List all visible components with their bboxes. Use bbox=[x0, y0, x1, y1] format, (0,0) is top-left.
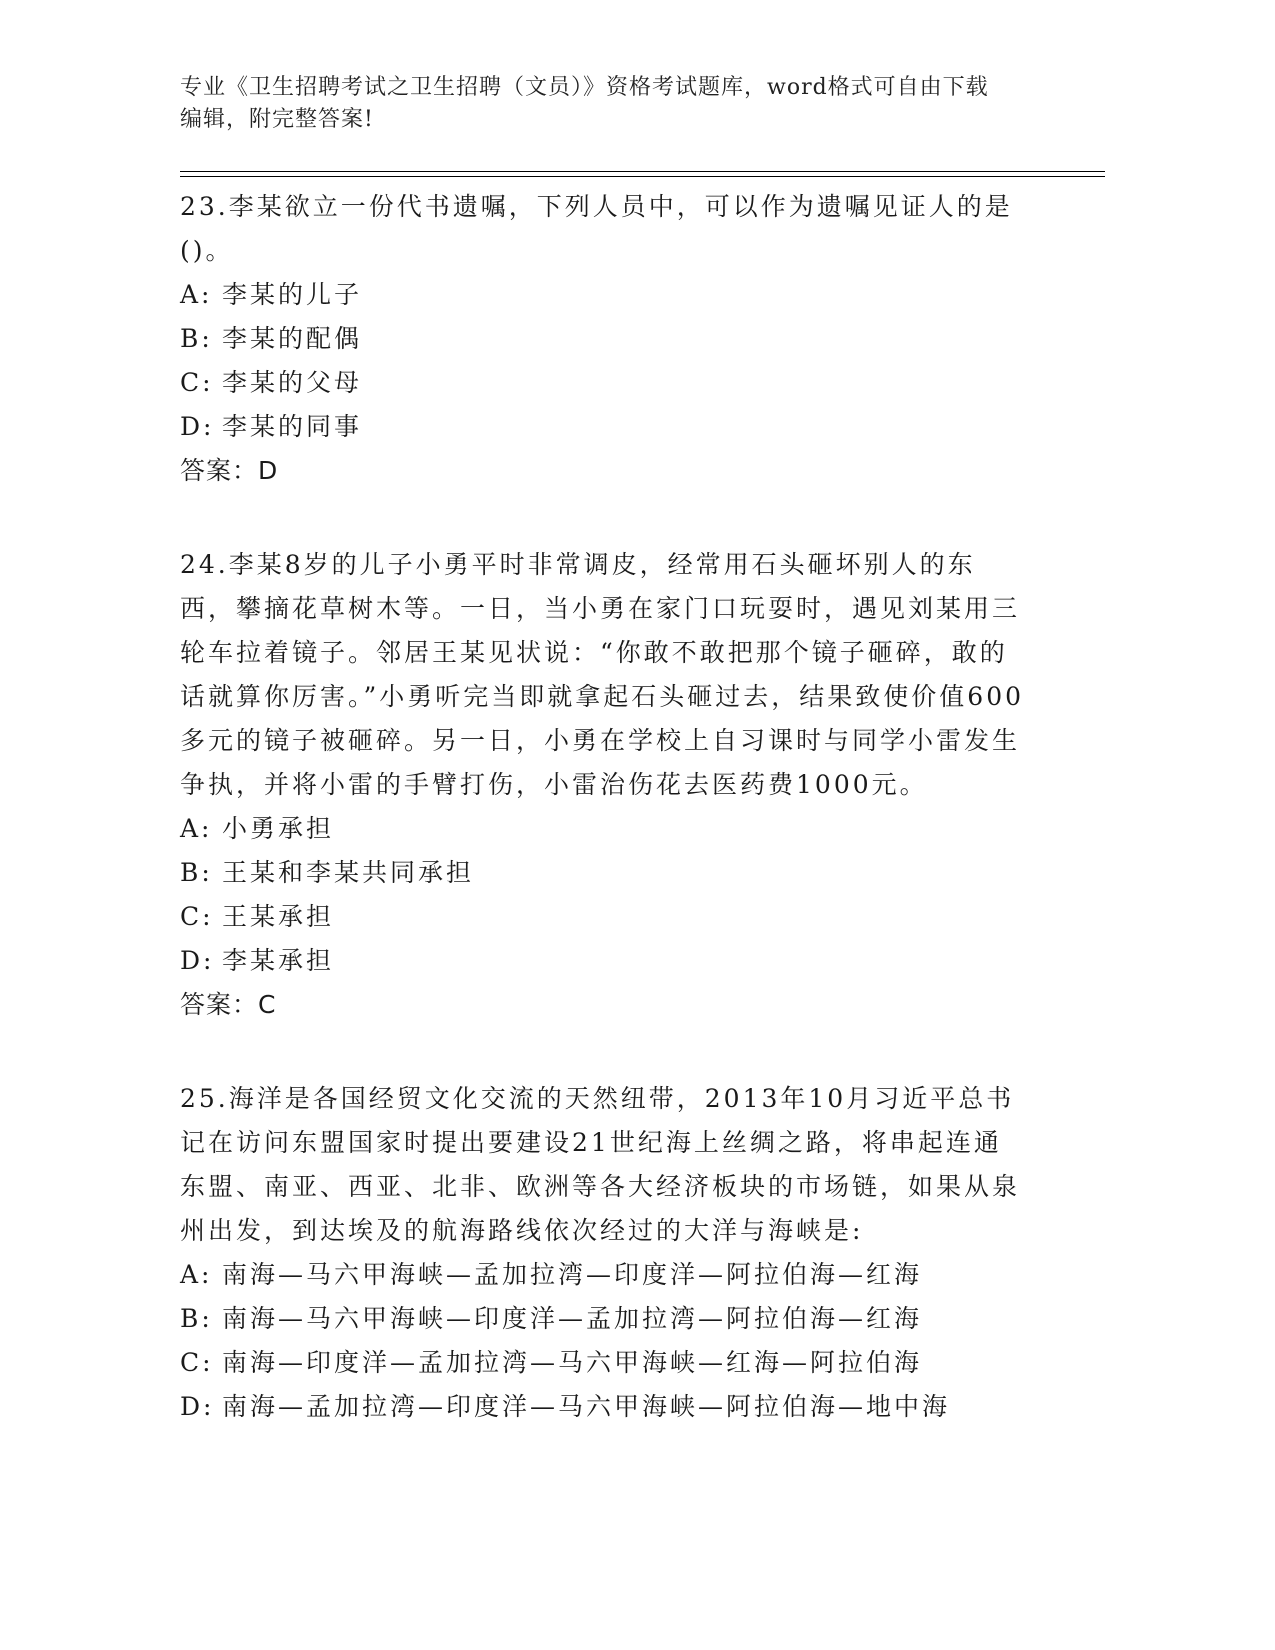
option-text: 南海—孟加拉湾—印度洋—马六甲海峡—阿拉伯海—地中海 bbox=[222, 1392, 951, 1421]
option-text: 李某承担 bbox=[222, 946, 335, 975]
option-text: 李某的同事 bbox=[222, 412, 363, 441]
option-key: B: bbox=[180, 324, 213, 353]
question-25 bbox=[180, 1077, 1025, 1429]
option-key: D: bbox=[180, 412, 215, 441]
option-a bbox=[180, 807, 1025, 851]
option-d bbox=[180, 1385, 1025, 1429]
answer-line: 答案：D bbox=[180, 456, 279, 485]
question-stem: 25.海洋是各国经贸文化交流的天然纽带，2013年10月习近平总书记在访问东盟国家时提出要建设21世纪海上丝绸之路，将串起连通东盟、南亚、西亚、北非、欧洲等各大经济板块的市场链，如果从泉州出发，到达埃及的航海路线依次经过的大洋与海峡是: bbox=[180, 1084, 1021, 1245]
option-b bbox=[180, 317, 1025, 361]
option-key: A: bbox=[180, 814, 213, 843]
option-key: D: bbox=[180, 1392, 215, 1421]
header-rule-thin bbox=[180, 171, 1105, 172]
option-d bbox=[180, 939, 1025, 983]
option-key: A: bbox=[180, 280, 213, 309]
option-c bbox=[180, 895, 1025, 939]
option-b bbox=[180, 1297, 1025, 1341]
option-key: C: bbox=[180, 1348, 214, 1377]
option-a bbox=[180, 1253, 1025, 1297]
option-key: B: bbox=[180, 858, 213, 887]
question-23 bbox=[180, 185, 1025, 493]
option-text: 南海—马六甲海峡—印度洋—孟加拉湾—阿拉伯海—红海 bbox=[222, 1304, 923, 1333]
option-key: C: bbox=[180, 368, 214, 397]
option-c bbox=[180, 361, 1025, 405]
option-text: 王某和李某共同承担 bbox=[222, 858, 475, 887]
option-key: A: bbox=[180, 1260, 213, 1289]
question-list bbox=[180, 185, 1025, 1479]
option-c bbox=[180, 1341, 1025, 1385]
option-d bbox=[180, 405, 1025, 449]
option-key: D: bbox=[180, 946, 215, 975]
option-text: 王某承担 bbox=[222, 902, 335, 931]
option-a bbox=[180, 273, 1025, 317]
header-line-2: 编辑，附完整答案! bbox=[180, 107, 374, 132]
option-key: B: bbox=[180, 1304, 213, 1333]
option-text: 李某的配偶 bbox=[222, 324, 363, 353]
option-text: 小勇承担 bbox=[222, 814, 335, 843]
option-text: 南海—马六甲海峡—孟加拉湾—印度洋—阿拉伯海—红海 bbox=[222, 1260, 923, 1289]
option-text: 南海—印度洋—孟加拉湾—马六甲海峡—红海—阿拉伯海 bbox=[222, 1348, 923, 1377]
question-stem: 24.李某8岁的儿子小勇平时非常调皮，经常用石头砸坏别人的东西，攀摘花草树木等。一日，当小勇在家门口玩耍时，遇见刘某用三轮车拉着镜子。邻居王某见状说：“你敢不敢把那个镜子砸碎，敢的话就算你厉害。”小勇听完当即就拿起石头砸过去，结果致使价值600多元的镜子被砸碎。另一日，小勇在学校上自习课时与同学小雷发生争执，并将小雷的手臂打伤，小雷治伤花去医药费1000元。 bbox=[180, 550, 1025, 799]
question-stem: 23.李某欲立一份代书遗嘱，下列人员中，可以作为遗嘱见证人的是()。 bbox=[180, 192, 1013, 265]
answer-line: 答案：C bbox=[180, 990, 277, 1019]
header-rule-thick bbox=[180, 176, 1105, 177]
page-header bbox=[180, 72, 1040, 136]
option-key: C: bbox=[180, 902, 214, 931]
header-line-1: 专业《卫生招聘考试之卫生招聘（文员）》资格考试题库，word格式可自由下载 bbox=[180, 75, 989, 100]
question-24 bbox=[180, 543, 1025, 1027]
option-text: 李某的儿子 bbox=[222, 280, 363, 309]
option-text: 李某的父母 bbox=[222, 368, 363, 397]
option-b bbox=[180, 851, 1025, 895]
